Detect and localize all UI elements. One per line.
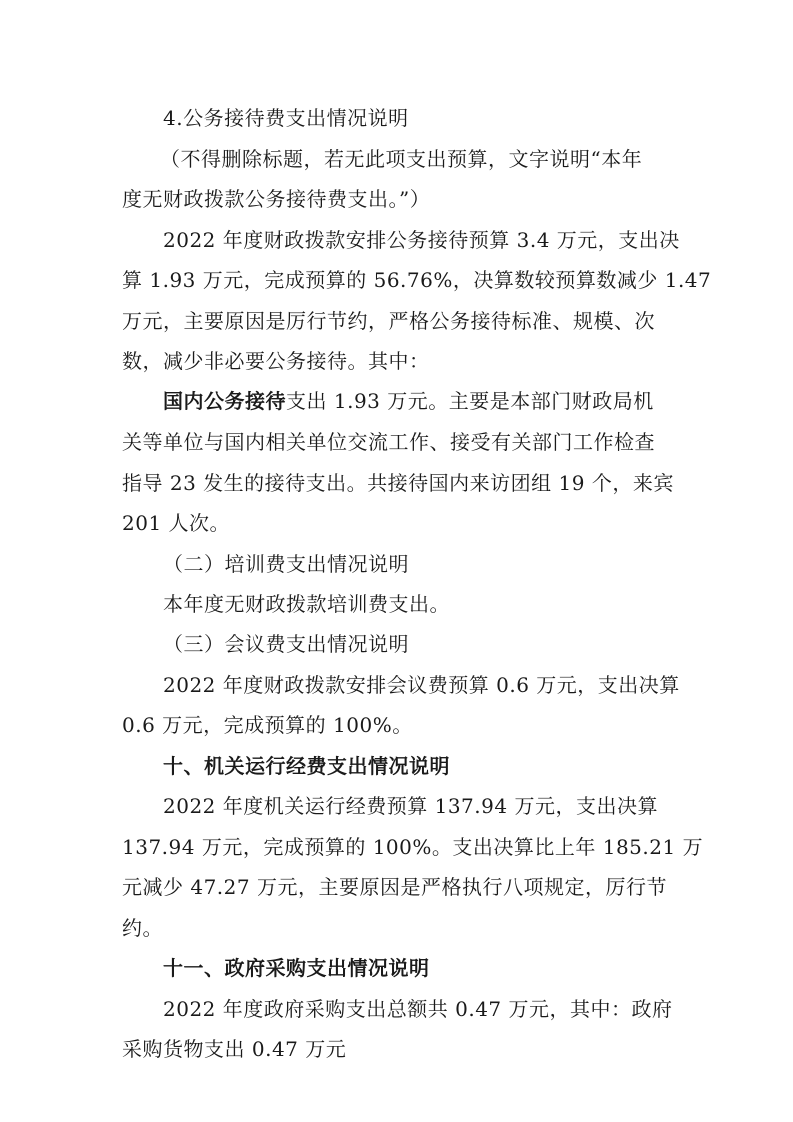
para-1-line-1: 2022 年度财政拨款安排公务接待预算 3.4 万元，支出决 — [163, 228, 680, 252]
section-11-line-2: 采购货物支出 0.47 万元 — [122, 1037, 347, 1061]
section-10-line-2: 137.94 万元，完成预算的 100%。支出决算比上年 185.21 万 — [122, 835, 704, 859]
training-title: （二）培训费支出情况说明 — [163, 552, 409, 576]
note-line-2: 度无财政拨款公务接待费支出。”） — [122, 187, 431, 211]
section-10-line-3: 元减少 47.27 万元，主要原因是严格执行八项规定，厉行节 — [122, 875, 667, 899]
note-line-1: （不得删除标题，若无此项支出预算，文字说明“本年 — [160, 147, 643, 171]
meeting-title: （三）会议费支出情况说明 — [163, 632, 409, 656]
section-10-line-1: 2022 年度机关运行经费预算 137.94 万元，支出决算 — [163, 794, 658, 818]
meeting-line-1: 2022 年度财政拨款安排会议费预算 0.6 万元，支出决算 — [163, 673, 680, 697]
para-2-line-1 — [163, 389, 654, 413]
section-10-title: 十、机关运行经费支出情况说明 — [163, 754, 450, 778]
domestic-reception-label: 国内公务接待 — [163, 389, 286, 413]
training-text: 本年度无财政拨款培训费支出。 — [163, 592, 450, 616]
para-1-line-4: 数，减少非必要公务接待。其中： — [122, 349, 430, 373]
para-1-line-3: 万元，主要原因是厉行节约，严格公务接待标准、规模、次 — [122, 309, 655, 333]
section-11-title: 十一、政府采购支出情况说明 — [163, 956, 430, 980]
section-11-line-1: 2022 年度政府采购支出总额共 0.47 万元，其中：政府 — [163, 997, 673, 1021]
para-1-line-2: 算 1.93 万元，完成预算的 56.76%，决算数较预算数减少 1.47 — [122, 268, 712, 292]
section-4-title: 4.公务接待费支出情况说明 — [163, 106, 409, 130]
meeting-line-2: 0.6 万元，完成预算的 100%。 — [122, 713, 413, 737]
section-10-line-4: 约。 — [122, 916, 163, 940]
para-2-line-4: 201 人次。 — [122, 511, 231, 535]
para-2-line-1-rest: 支出 1.93 万元。主要是本部门财政局机 — [286, 389, 654, 413]
para-2-line-2: 关等单位与国内相关单位交流工作、接受有关部门工作检查 — [122, 430, 655, 454]
para-2-line-3: 指导 23 发生的接待支出。共接待国内来访团组 19 个，来宾 — [122, 471, 674, 495]
